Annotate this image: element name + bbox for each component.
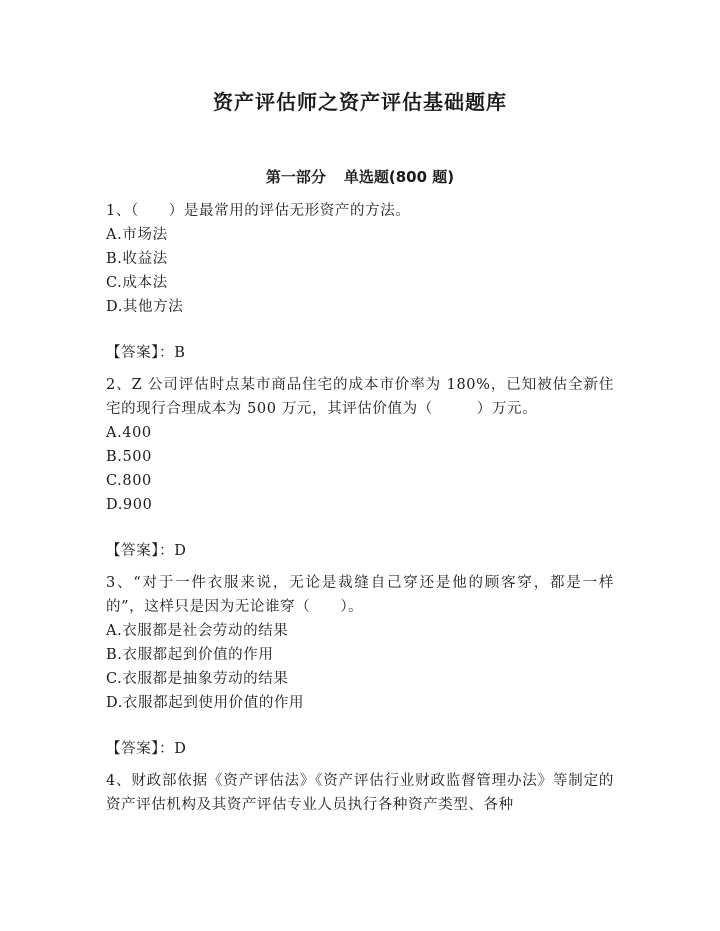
option-d: D.900 — [106, 497, 153, 513]
answer-label: 【答案】： — [106, 543, 175, 559]
section-title — [0, 166, 720, 187]
question-text — [106, 373, 614, 421]
answer-line — [106, 539, 614, 563]
answer-label: 【答案】： — [106, 345, 175, 361]
question-text-part: ）是最常用的评估无形资产的方法。 — [168, 203, 411, 219]
option-b: B.500 — [106, 449, 152, 465]
option-a: A.市场法 — [106, 227, 168, 243]
question-text — [106, 199, 614, 223]
question-1 — [106, 199, 614, 365]
option-c: C.800 — [106, 473, 152, 489]
question-4 — [106, 769, 614, 817]
option-b: B.衣服都起到价值的作用 — [106, 647, 274, 663]
section-part: 第一部分 — [265, 168, 326, 186]
answer-value: D — [174, 741, 187, 757]
option-b: B.收益法 — [106, 251, 168, 267]
question-text — [106, 571, 614, 619]
question-2 — [106, 373, 614, 563]
option-d: D.其他方法 — [106, 299, 184, 315]
answer-label: 【答案】： — [106, 741, 175, 757]
question-text-part: （ — [130, 203, 139, 219]
document-title: 资产评估师之资产评估基础题库 — [213, 90, 507, 114]
question-text-part: ）万元。 — [476, 401, 538, 417]
question-number: 2、 — [106, 377, 132, 393]
question-text-part: 财政部依据《资产评估法》《资产评估行业财政监督管理办法》等制定的资产评估机构及其资产评估专业人员执行各种资产类型、各种 — [106, 773, 614, 813]
option-a: A.400 — [106, 425, 152, 441]
question-text-part: “对于一件衣服来说，无论是裁缝自己穿还是他的顾客穿，都是一样的”，这样只是因为无论谁穿（ — [106, 575, 614, 615]
question-list — [106, 199, 614, 817]
option-c: C.衣服都是抽象劳动的结果 — [106, 671, 289, 687]
question-text-part: Z 公司评估时点某市商品住宅的成本市价率为 180%，已知被估全新住宅的现行合理成本为 500 万元，其评估价值为（ — [106, 377, 614, 417]
answer-line — [106, 341, 614, 365]
answer-line — [106, 737, 614, 761]
answer-value: D — [174, 543, 187, 559]
question-number: 3、 — [106, 575, 134, 591]
question-number: 1、 — [106, 203, 131, 219]
question-text — [106, 769, 614, 817]
question-number: 4、 — [106, 773, 132, 789]
answer-value: B — [174, 345, 186, 361]
question-3 — [106, 571, 614, 761]
option-c: C.成本法 — [106, 275, 168, 291]
question-text-part: ）。 — [340, 599, 364, 615]
option-a: A.衣服都是社会劳动的结果 — [106, 623, 289, 639]
option-d: D.衣服都起到使用价值的作用 — [106, 695, 305, 711]
section-name: 单选题(800 题) — [343, 168, 455, 186]
